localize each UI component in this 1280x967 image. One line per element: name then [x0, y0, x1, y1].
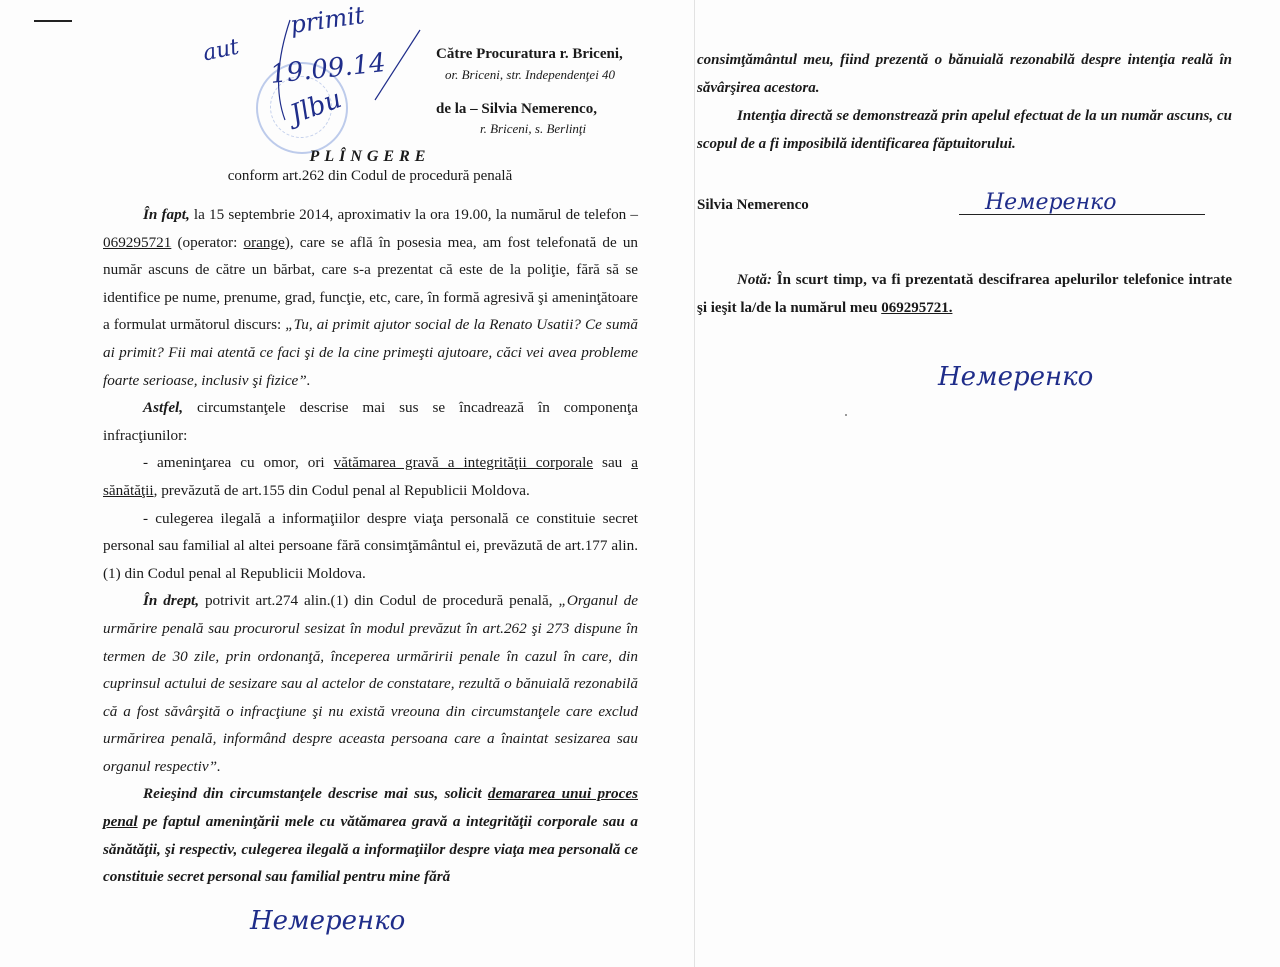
- signature-page-two: Немеренко: [985, 190, 1117, 215]
- handwritten-note-primit: primit: [288, 0, 367, 40]
- signer-name: Silvia Nemerenco: [697, 197, 809, 213]
- operator-name: orange: [243, 233, 285, 251]
- paragraph-offence-privacy: - culegerea ilegală a informaţiilor despre viaţa personală ce constituie secret personal sau familial al altei persoane fără consimţământul ei, prevăzută de art.177 alin.(1) din Codul penal al Republicii Moldova.: [103, 509, 638, 582]
- signature-note: Немеренко: [938, 362, 1094, 392]
- paragraph-facts: În fapt, la 15 septembrie 2014, aproximativ la ora 19.00, la numărul de telefon – 069295721 (operator: orange), care se află în posesia mea, am fost telefonată de un număr ascuns de către un bărbat, care s-a prezentat că este de la poliţie, fără să se identifice pe nume, prenume, grad, funcţie, etc, care, în formă agresivă şi ameninţătoare a formulat următorul discurs: „Tu, ai primit ajutor social de la Renato Usatii? Ce sumă ai primit? Fii mai atentă ce faci şi de la cine primeşti ajutoare, căci vei avea probleme foarte serioase, inclusiv şi fizice”.: [103, 206, 639, 389]
- note-label: Notă:: [737, 272, 772, 288]
- margin-mark: [34, 20, 72, 22]
- paragraph-offence-threat: - ameninţarea cu omor, ori vătămarea gravă a integrităţii corporale sau a sănătăţii, prevăzută de art.155 din Codul penal al Republicii Moldova.: [103, 454, 639, 499]
- complaint-body: [103, 201, 638, 891]
- recipient-address: or. Briceni, str. Independenţei 40: [445, 67, 616, 82]
- paragraph-intent: Intenţia directă se demonstrează prin apelul efectuat de la un număr ascuns, cu scopul de a fi imposibilă identificarea făptuitorului.: [697, 108, 1232, 152]
- document-subtitle: conform art.262 din Codul de procedură penală: [227, 168, 513, 184]
- sender-address: r. Briceni, s. Berlinţi: [480, 121, 587, 136]
- continuation-text: [697, 46, 1232, 158]
- sender: de la – Silvia Nemerenco,: [436, 101, 597, 117]
- paragraph-continuation: consimţământul meu, fiind prezentă o bănuială rezonabilă despre intenţia reală în săvârşirea acestora.: [697, 52, 1232, 96]
- handwritten-receipt-signature: Jlbu: [286, 83, 346, 131]
- handwritten-strokes: [250, 0, 430, 150]
- phone-number: 069295721: [103, 233, 172, 251]
- signature-page-one: Немеренко: [250, 906, 406, 936]
- title-block: [0, 148, 695, 185]
- handwritten-date: 19.09.14: [268, 48, 388, 90]
- note: Notă: În scurt timp, va fi prezentată descifrarea apelurilor telefonice intrate şi ieşit la/de la numărul meu 069295721.: [697, 272, 1232, 316]
- document-page-right: [695, 0, 1280, 967]
- paragraph-request: Reieşind din circumstanţele descrise mai sus, solicit demararea unui proces penal pe faptul ameninţării mele cu vătămarea gravă a integrităţii corporale sau a sănătăţii, şi respectiv, culegerea ilegală a informaţiilor despre viaţa mea personală ce constituie secret personal sau familial pentru mine fără: [103, 785, 639, 886]
- paragraph-qualification: Astfel, circumstanţele descrise mai sus se încadrează în componenţa infracţiunilor:: [103, 399, 638, 444]
- note-phone-number: 069295721.: [881, 300, 953, 316]
- recipient: Către Procuratura r. Briceni,: [436, 46, 623, 62]
- document-title: PLÎNGERE: [309, 148, 431, 165]
- scan-speck: [845, 414, 847, 416]
- handwritten-note-aut: aut: [200, 34, 242, 67]
- paragraph-law: În drept, potrivit art.274 alin.(1) din Codul de procedură penală, „Organul de urmărire penală sau procurorul sesizat în modul prevăzut în art.262 şi 273 dispune în termen de 30 zile, prin ordonanţă, începerea urmăririi penale în cazul în care, din cuprinsul actului de sesizare sau al actelor de constatare, rezultă o bănuială rezonabilă că a fost săvârşită o infracţiune şi nu există vreouna din circumstanţele care exclud urmărirea penală, informând despre aceasta persoana care a înaintat sesizarea sau organul respectiv”.: [103, 592, 638, 775]
